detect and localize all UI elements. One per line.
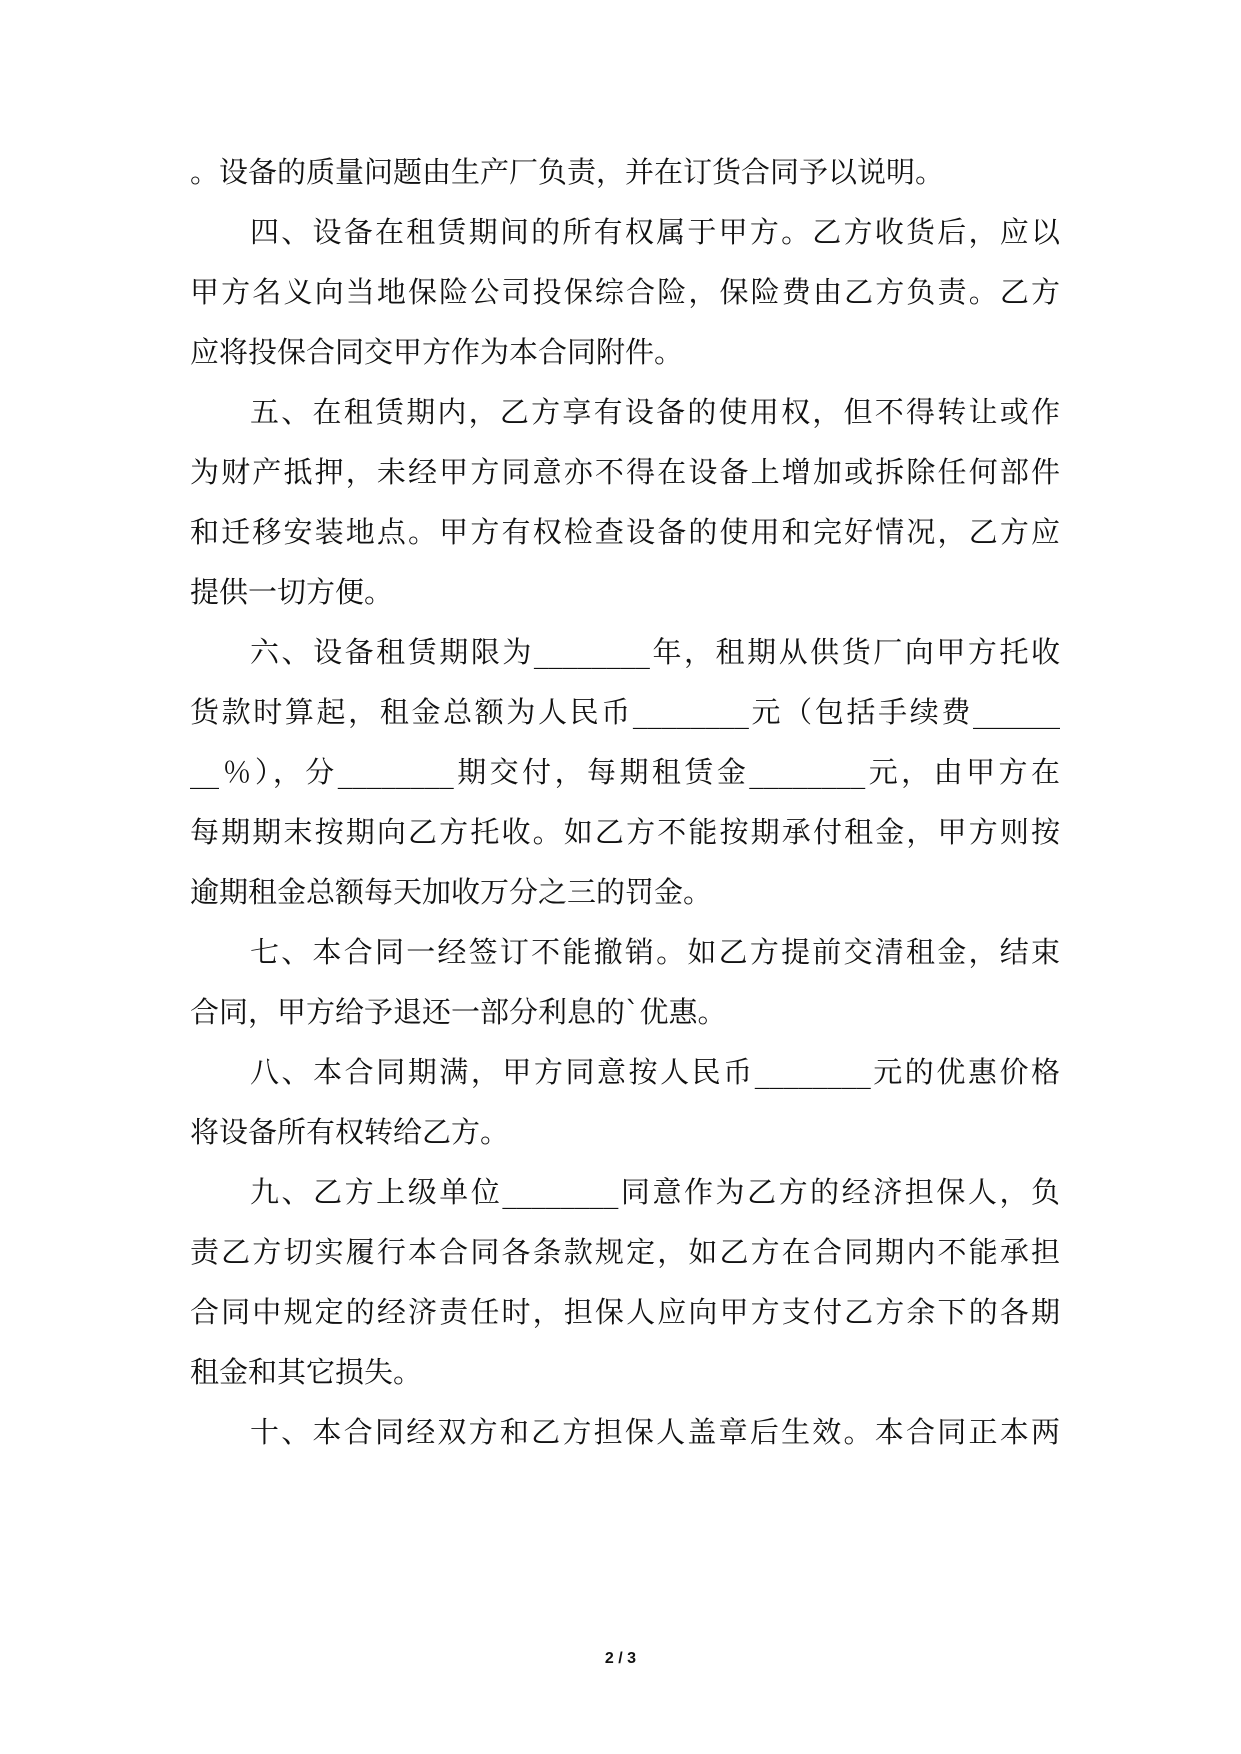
text-line: 七、本合同一经签订不能撤销。如乙方提前交清租金，结束 — [250, 935, 1060, 969]
text-line: 甲方名义向当地保险公司投保综合险，保险费由乙方负责。乙方 — [190, 275, 1060, 309]
text-line: 逾期租金总额每天加收万分之三的罚金。 — [190, 875, 713, 909]
text-line: 合同，甲方给予退还一部分利息的`优惠。 — [190, 995, 727, 1029]
text-line: 。设备的质量问题由生产厂负责，并在订货合同予以说明。 — [190, 155, 945, 189]
text-line: 十、本合同经双方和乙方担保人盖章后生效。本合同正本两 — [250, 1415, 1060, 1449]
text-line: 合同中规定的经济责任时，担保人应向甲方支付乙方余下的各期 — [190, 1295, 1060, 1329]
text-line: 六、设备租赁期限为________年，租期从供货厂向甲方托收 — [250, 635, 1060, 669]
text-line: 四、设备在租赁期间的所有权属于甲方。乙方收货后，应以 — [250, 215, 1060, 249]
text-line: 货款时算起，租金总额为人民币________元（包括手续费______ — [190, 695, 1060, 729]
text-line: 和迁移安装地点。甲方有权检查设备的使用和完好情况，乙方应 — [190, 515, 1060, 549]
text-line: __％），分________期交付，每期租赁金________元，由甲方在 — [190, 755, 1060, 789]
text-line: 八、本合同期满，甲方同意按人民币________元的优惠价格 — [250, 1055, 1060, 1089]
text-line: 责乙方切实履行本合同各条款规定，如乙方在合同期内不能承担 — [190, 1235, 1060, 1269]
text-line: 租金和其它损失。 — [190, 1355, 423, 1389]
page-number: 2 / 3 — [604, 1650, 637, 1667]
text-line: 每期期末按期向乙方托收。如乙方不能按期承付租金，甲方则按 — [190, 815, 1060, 849]
text-line: 提供一切方便。 — [190, 575, 394, 609]
text-line: 九、乙方上级单位________同意作为乙方的经济担保人，负 — [250, 1175, 1060, 1209]
text-line: 应将投保合同交甲方作为本合同附件。 — [190, 335, 684, 369]
text-line: 为财产抵押，未经甲方同意亦不得在设备上增加或拆除任何部件 — [190, 455, 1060, 489]
text-line: 将设备所有权转给乙方。 — [190, 1115, 510, 1149]
text-line: 五、在租赁期内，乙方享有设备的使用权，但不得转让或作 — [250, 395, 1060, 429]
